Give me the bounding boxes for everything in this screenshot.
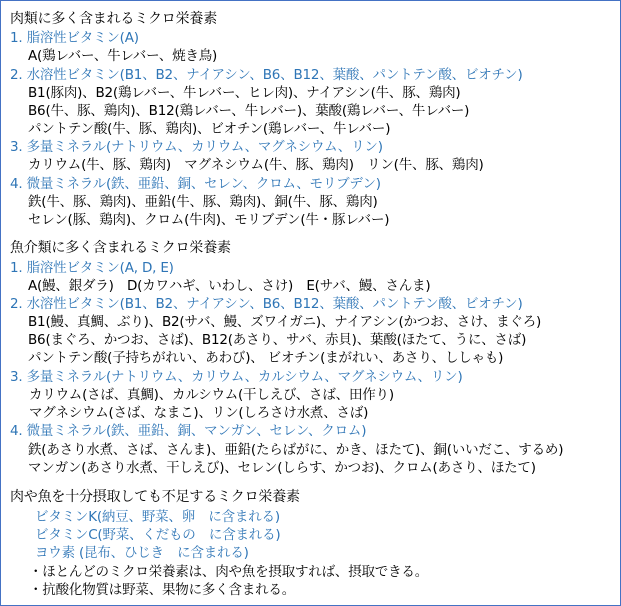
deficit-note: ・抗酸化物質は野菜、果物に多く含まれる。 (29, 582, 295, 598)
meat-cat4-line: 鉄(牛、豚、鶏肉)、亜鉛(牛、豚、鶏肉)、銅(牛、豚、鶏肉) (28, 194, 378, 210)
meat-cat2-line: B6(牛、豚、鶏肉)、B12(鶏レバー、牛レバー)、葉酸(鶏レバー、牛レバー) (28, 103, 470, 119)
fish-cat2-line: B6(まぐろ、かつお、さば)、B12(あさり、サバ、赤貝)、葉酸(ほたて、うに、さば) (28, 332, 527, 348)
meat-cat4-title: 4. 微量ミネラル(鉄、亜鉛、銅、セレン、クロム、モリブデン) (10, 176, 381, 192)
meat-cat3-line: カリウム(牛、豚、鶏肉) マグネシウム(牛、豚、鶏肉) リン(牛、豚、鶏肉) (28, 157, 484, 173)
fish-cat3-line: マグネシウム(さば、なまこ)、リン(しろさけ水煮、さば) (29, 405, 369, 421)
deficit-note: ・ほとんどのミクロ栄養素は、肉や魚を摂取すれば、摂取できる。 (29, 564, 428, 580)
fish-heading: 魚介類に多く含まれるミクロ栄養素 (10, 240, 231, 256)
fish-cat4-line: マンガン(あさり水煮、干しえび)、セレン(しらす、かつお)、クロム(あさり、ほたて) (28, 460, 536, 476)
fish-cat1-title: 1. 脂溶性ビタミン(A, D, E) (10, 260, 174, 276)
meat-cat2-line: パントテン酸(牛、豚、鶏肉)、ビオチン(鶏レバー、牛レバー) (28, 121, 391, 137)
meat-cat2-title: 2. 水溶性ビタミン(B1、B2、ナイアシン、B6、B12、葉酸、パントテン酸、ビオチン) (10, 67, 523, 83)
meat-heading: 肉類に多く含まれるミクロ栄養素 (10, 11, 217, 27)
deficit-item-vitamin-c: ビタミンC(野菜、くだもの に含まれる) (35, 527, 281, 543)
fish-cat2-line: B1(鰻、真鯛、ぶり)、B2(サバ、鰻、ズワイガニ)、ナイアシン(かつお、さけ、まぐろ) (28, 314, 542, 330)
meat-cat1-line: A(鶏レバー、牛レバー、焼き鳥) (28, 48, 218, 64)
deficit-item-vitamin-k: ビタミンK(納豆、野菜、卵 に含まれる) (35, 509, 280, 525)
fish-cat3-title: 3. 多量ミネラル(ナトリウム、カリウム、カルシウム、マグネシウム、リン) (10, 369, 463, 385)
meat-cat3-title: 3. 多量ミネラル(ナトリウム、カリウム、マグネシウム、リン) (10, 139, 383, 155)
fish-cat2-title: 2. 水溶性ビタミン(B1、B2、ナイアシン、B6、B12、葉酸、パントテン酸、ビオチン) (10, 296, 523, 312)
fish-cat4-line: 鉄(あさり水煮、さば、さんま)、亜鉛(たらばがに、かき、ほたて)、銅(いいだこ、するめ) (28, 442, 564, 458)
fish-cat4-title: 4. 微量ミネラル(鉄、亜鉛、銅、マンガン、セレン、クロム) (10, 423, 367, 439)
deficit-item-iodine: ヨウ素 (昆布、ひじき に含まれる) (35, 545, 249, 561)
meat-cat1-title: 1. 脂溶性ビタミン(A) (10, 30, 139, 46)
fish-cat1-line: A(鰻、銀ダラ) D(カワハギ、いわし、さけ) E(サバ、鰻、さんま) (28, 278, 431, 294)
fish-cat2-line: パントテン酸(子持ちがれい、あわび)、 ビオチン(まがれい、あさり、ししゃも) (28, 350, 504, 366)
deficit-heading: 肉や魚を十分摂取しても不足するミクロ栄養素 (10, 489, 300, 505)
meat-cat2-line: B1(豚肉)、B2(鶏レバー、牛レバー、ヒレ肉)、ナイアシン(牛、豚、鶏肉) (28, 85, 461, 101)
fish-cat3-line: カリウム(さば、真鯛)、カルシウム(干しえび、さば、田作り) (29, 387, 394, 403)
meat-cat4-line: セレン(豚、鶏肉)、クロム(牛肉)、モリブデン(牛・豚レバー) (28, 212, 390, 228)
